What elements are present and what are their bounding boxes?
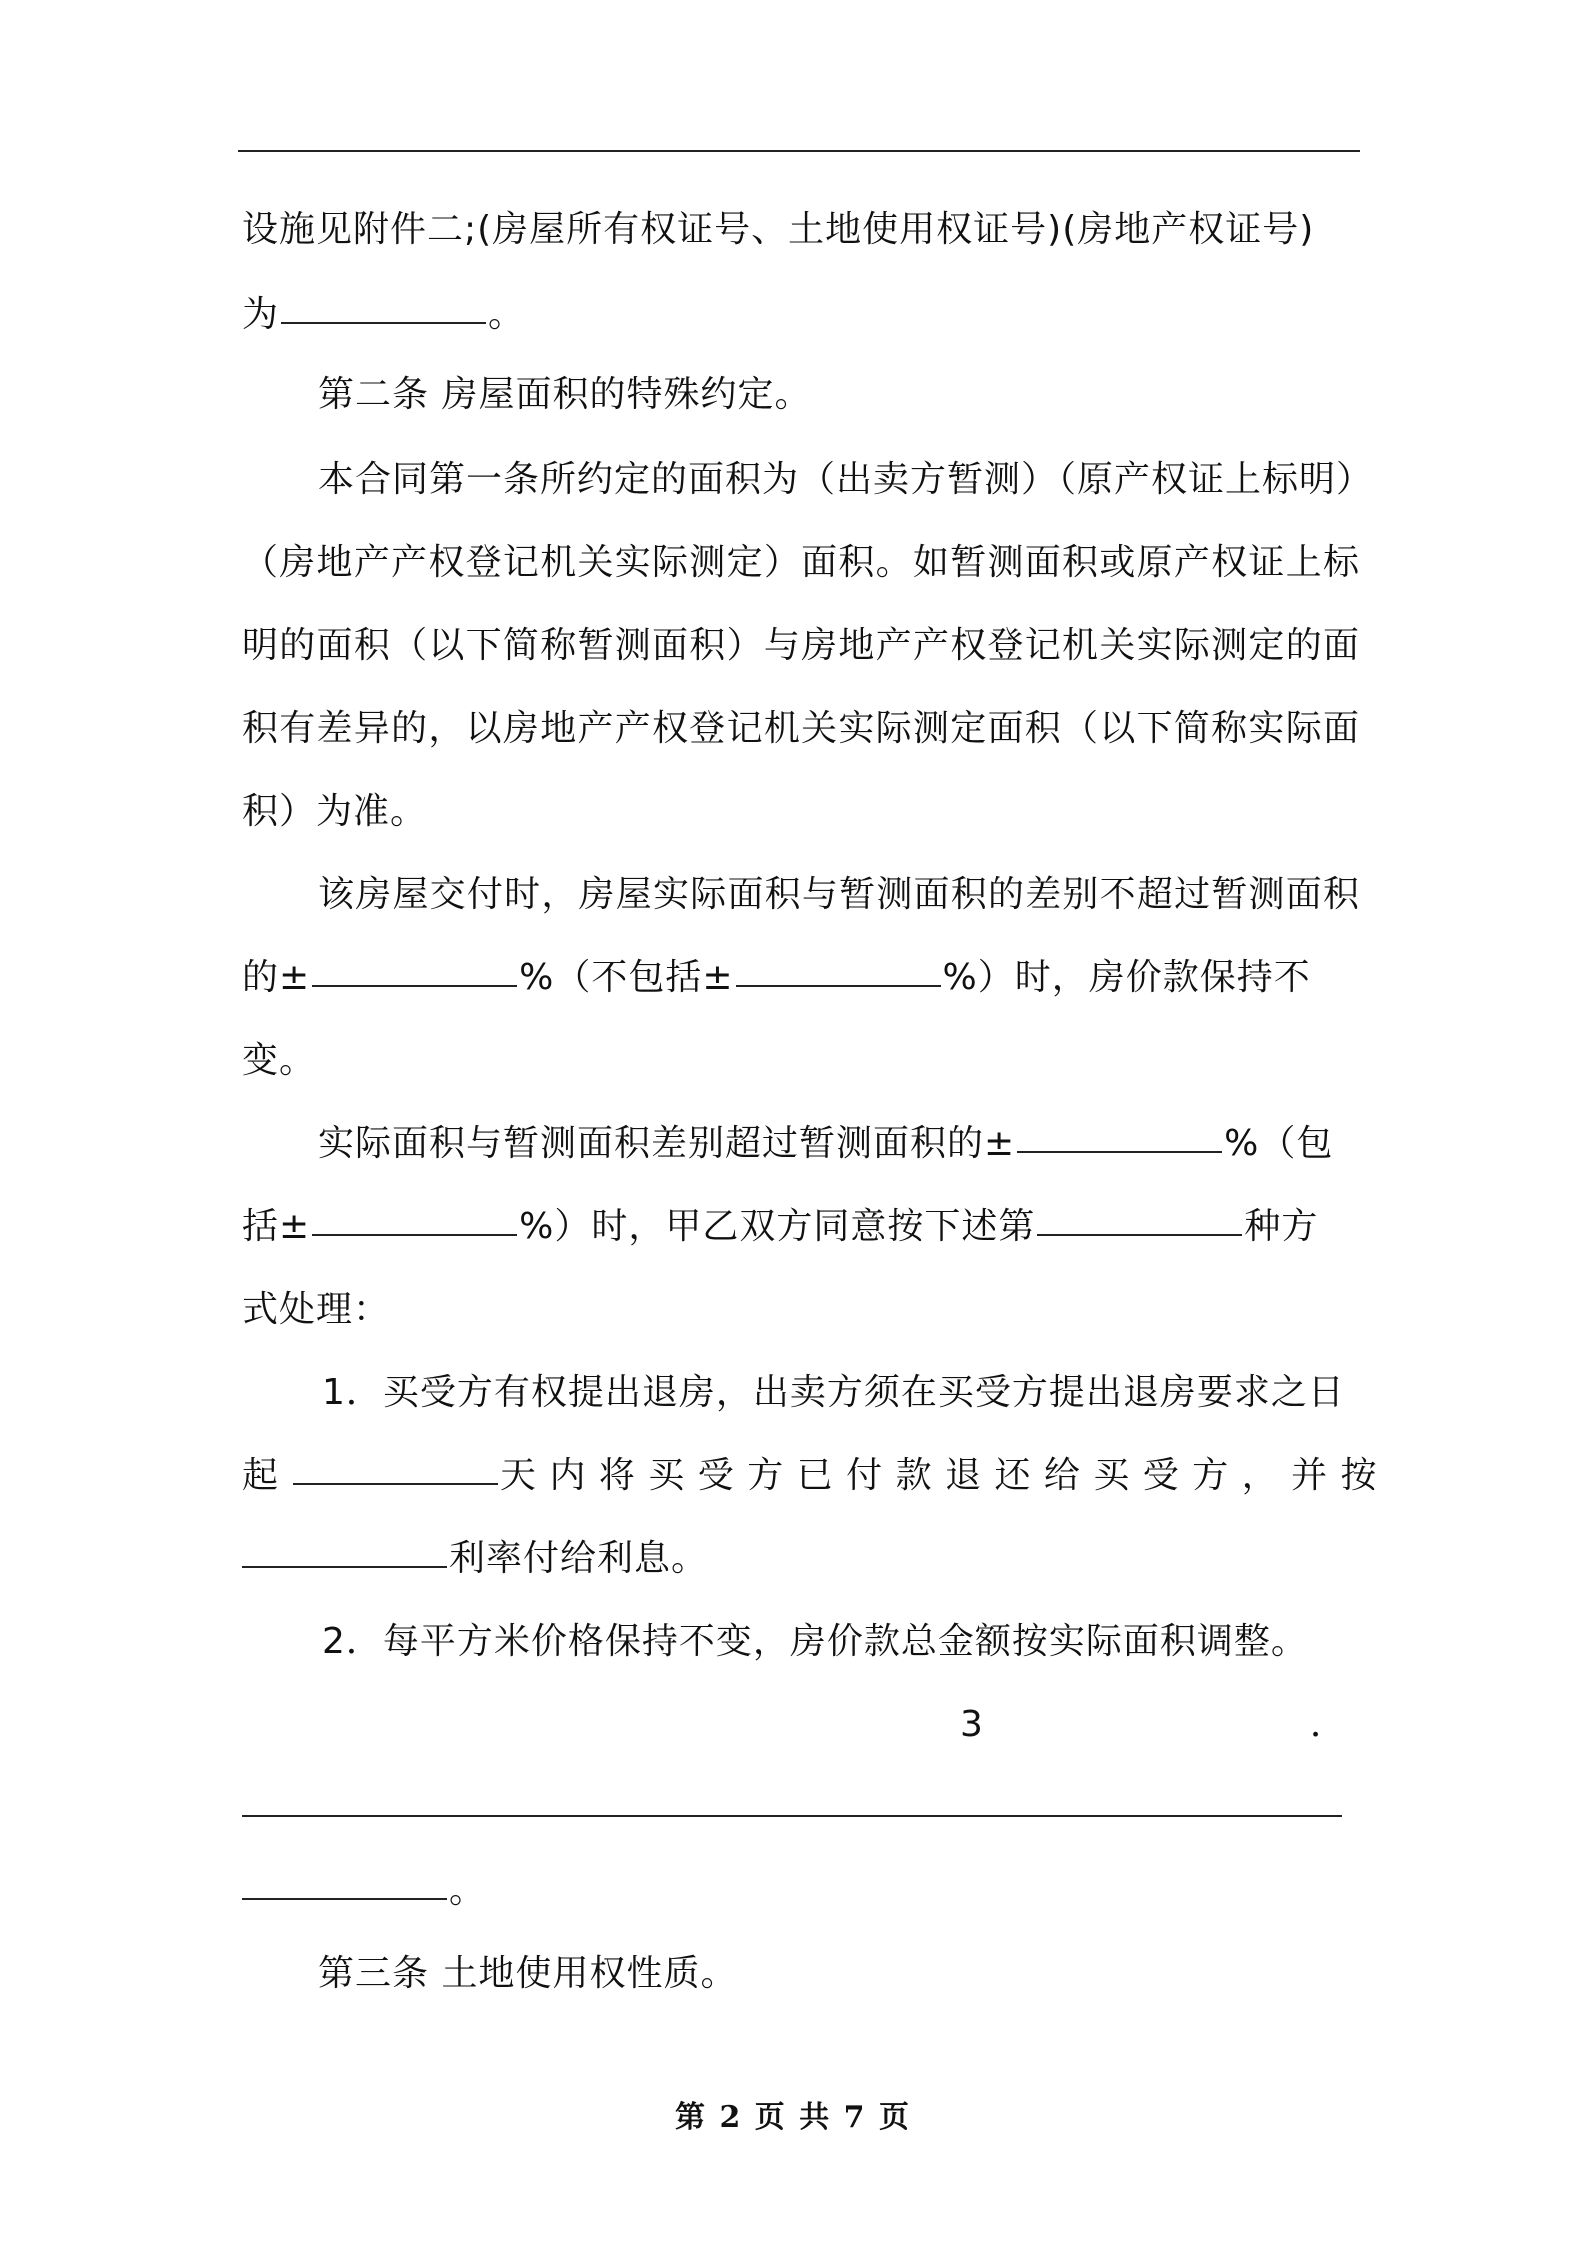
text: %）时，房价款保持不 [942,957,1311,998]
text: %）时，甲乙双方同意按下述第 [519,1206,1036,1247]
text: 1．买受方有权提出退房，出卖方须在买受方提出退房要求之日 [322,1372,1345,1413]
line-17 [242,1534,1360,1584]
text: %（不包括± [519,957,734,998]
line-11 [242,1036,1360,1086]
text: （房地产产权登记机关实际测定）面积。如暂测面积或原产权证上标 [242,542,1360,583]
text: 本合同第一条所约定的面积为（出卖方暂测）（原产权证上标明） [318,459,1374,500]
fill-blank [1037,1234,1242,1236]
fill-blank [281,322,486,324]
line-18 [322,1617,1440,1667]
fill-blank [312,985,517,987]
item-3-dot [1310,1700,1360,1750]
fill-blank [312,1234,517,1236]
text: 利率付给利息。 [449,1538,709,1579]
line-5 [242,538,1360,588]
fill-blank [736,985,941,987]
line-8 [242,787,1360,837]
fill-blank-long [242,1815,1342,1817]
line-12 [318,1119,1436,1169]
line-20 [242,1783,1360,1833]
article-3-heading [318,1949,1436,1999]
article-2-heading [318,370,1436,420]
text: 天 内 将 买 受 方 已 付 款 退 还 给 买 受 方 ， 并 按 [500,1455,1378,1496]
text: 的± [242,957,311,998]
text: 种方 [1244,1206,1319,1247]
line-14 [242,1285,1360,1335]
item-3-number [960,1700,1020,1750]
text: 。 [449,1870,487,1911]
line-10 [242,953,1360,1003]
text: 积）为准。 [242,791,428,832]
line-4 [318,455,1374,505]
text: 括± [242,1206,311,1247]
text: 。 [488,294,526,335]
text: 3 [960,1704,984,1745]
fill-blank [293,1483,498,1485]
text: 明的面积（以下简称暂测面积）与房地产产权登记机关实际测定的面 [242,625,1360,666]
text: 实际面积与暂测面积差别超过暂测面积的± [318,1123,1016,1164]
line-7 [242,704,1360,754]
header-rule [238,150,1360,152]
text: 积有差异的，以房地产产权登记机关实际测定面积（以下简称实际面 [242,708,1360,749]
text: 第二条 房屋面积的特殊约定。 [318,374,812,415]
text: 起 [242,1455,280,1496]
fill-blank [242,1566,447,1568]
line-1 [242,205,1360,255]
text: 2．每平方米价格保持不变，房价款总金额按实际面积调整。 [322,1621,1308,1662]
line-6 [242,621,1360,671]
line-16 [242,1451,1378,1501]
text: 为 [242,294,280,335]
text: 第三条 土地使用权性质。 [318,1953,738,1994]
text: %（包 [1224,1123,1334,1164]
line-9 [318,870,1360,920]
text: ． [1310,1704,1348,1745]
text: 设施见附件二;(房屋所有权证号、土地使用权证号)(房地产权证号) [242,209,1315,250]
line-2 [242,290,1360,340]
text: 式处理： [242,1289,391,1330]
fill-blank [242,1898,447,1900]
text: 该房屋交付时，房屋实际面积与暂测面积的差别不超过暂测面积 [318,874,1360,915]
page-footer: 第 2 页 共 7 页 [675,2100,911,2135]
text: 变。 [242,1040,317,1081]
line-21 [242,1866,1360,1916]
line-15 [322,1368,1440,1418]
line-13 [242,1202,1360,1252]
fill-blank [1017,1151,1222,1153]
